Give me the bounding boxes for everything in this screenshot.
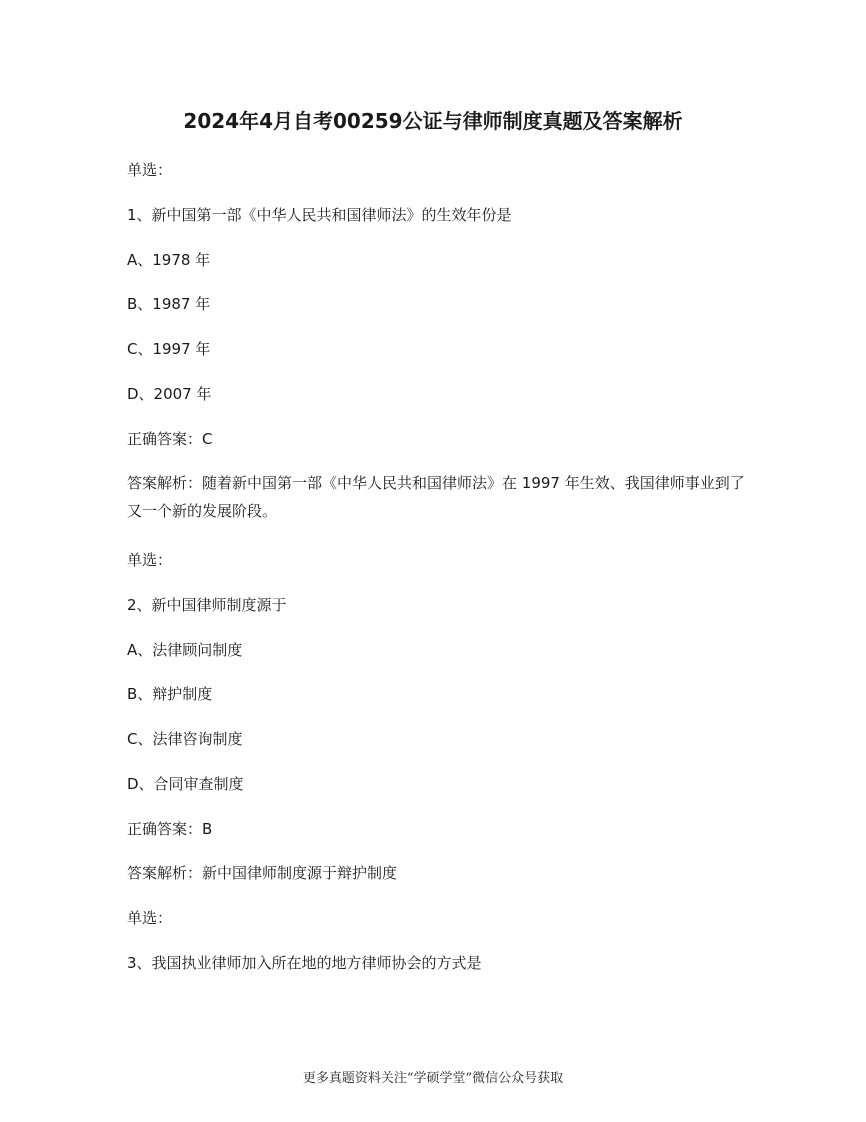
option-a: A、1978 年 xyxy=(127,251,211,269)
question-type-label: 单选： xyxy=(127,161,173,179)
option-b: B、1987 年 xyxy=(127,295,211,313)
question-type-label: 单选： xyxy=(127,551,173,569)
option-a: A、法律顾问制度 xyxy=(127,641,243,659)
option-d: D、合同审查制度 xyxy=(127,775,244,793)
answer-explanation: 答案解析：随着新中国第一部《中华人民共和国律师法》在 1997 年生效、我国律师事业到了又一个新的发展阶段。 xyxy=(127,474,745,520)
option-c: C、法律咨询制度 xyxy=(127,730,243,748)
page-footer: 更多真题资料关注“学硕学堂”微信公众号获取 xyxy=(302,1071,564,1086)
question-stem: 2、新中国律师制度源于 xyxy=(127,596,287,614)
question-stem: 3、我国执业律师加入所在地的地方律师协会的方式是 xyxy=(127,954,482,972)
document-title: 2024年4月自考00259公证与律师制度真题及答案解析 xyxy=(183,109,683,133)
option-c: C、1997 年 xyxy=(127,340,211,358)
correct-answer: 正确答案：C xyxy=(127,430,213,448)
option-b: B、辩护制度 xyxy=(127,685,213,703)
question-type-label: 单选： xyxy=(127,909,173,927)
question-stem: 1、新中国第一部《中华人民共和国律师法》的生效年份是 xyxy=(127,206,512,224)
correct-answer: 正确答案：B xyxy=(127,820,213,838)
option-d: D、2007 年 xyxy=(127,385,212,403)
answer-explanation: 答案解析：新中国律师制度源于辩护制度 xyxy=(127,864,398,882)
